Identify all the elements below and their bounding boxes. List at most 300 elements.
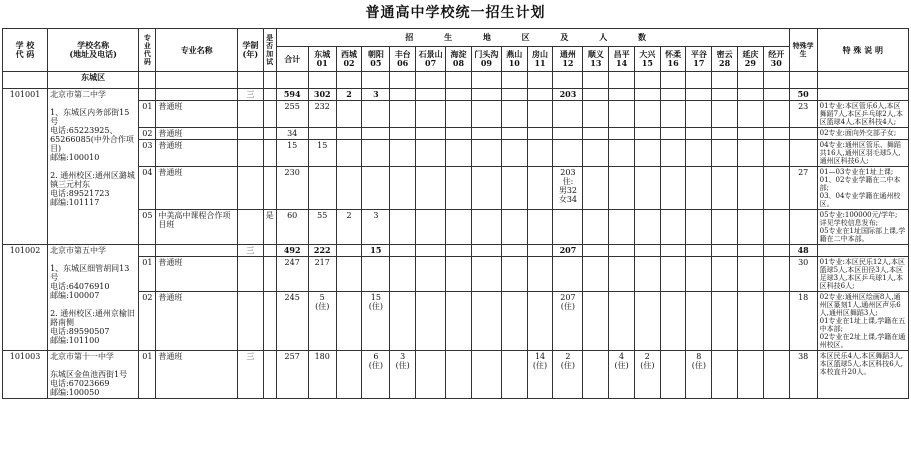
- major-d12: 2 (住): [553, 351, 583, 399]
- major-code: 01: [139, 257, 156, 292]
- major-d11: [527, 257, 553, 292]
- major-row: [3, 167, 909, 210]
- major-name: [156, 245, 238, 257]
- major-code: [139, 245, 156, 257]
- major-d05: 15 (住): [362, 292, 390, 351]
- major-d11: [527, 101, 553, 128]
- major-total: 257: [276, 351, 308, 399]
- major-d09: [471, 101, 501, 128]
- district-row-blank: [139, 72, 156, 89]
- major-d07: [416, 167, 446, 210]
- summary-d17: [686, 245, 712, 257]
- summary-d15: [634, 89, 660, 101]
- major-name: 普通班: [156, 257, 238, 292]
- major-extra-test: 是: [263, 210, 276, 245]
- major-d16: [660, 140, 686, 167]
- major-d06: [390, 257, 416, 292]
- major-code: 04: [139, 167, 156, 210]
- major-d15: [634, 210, 660, 245]
- major-d02: [336, 351, 362, 399]
- major-name: [156, 89, 238, 101]
- major-d07: [416, 210, 446, 245]
- major-d06: [390, 292, 416, 351]
- header-special-students: 特殊学生: [789, 29, 817, 72]
- major-d14: [609, 210, 635, 245]
- major-d12: [553, 140, 583, 167]
- district-row-blank: [156, 72, 238, 89]
- major-d29: [737, 257, 763, 292]
- major-d30: [763, 140, 789, 167]
- summary-notes: [817, 245, 908, 257]
- major-d10: [501, 101, 527, 128]
- summary-d09: [471, 245, 501, 257]
- major-d29: [737, 210, 763, 245]
- major-d28: [712, 292, 738, 351]
- header-district-09: 门头沟 09: [471, 47, 501, 72]
- major-notes: 本区民乐4人,本区舞蹈3人,本区篮球5人,本区科技6人,本校直升20人。: [817, 351, 908, 399]
- header-district-11: 房山 11: [527, 47, 553, 72]
- header-district-06: 丰台 06: [390, 47, 416, 72]
- major-notes: 01专业:本区管乐6人,本区舞蹈7人,本区乒乓球2人,本区篮球4人,本区科技4人;: [817, 101, 908, 128]
- major-d14: [609, 292, 635, 351]
- district-row-blank: [763, 72, 789, 89]
- major-d17: [686, 292, 712, 351]
- district-row-blank: [583, 72, 609, 89]
- school-name-address: 北京市第十一中学 东城区金鱼池西街1号 电话:67023669 邮编:100050: [48, 351, 139, 399]
- major-d28: [712, 128, 738, 140]
- major-name: 普通班: [156, 351, 238, 399]
- major-d08: [446, 167, 472, 210]
- major-d05: [362, 128, 390, 140]
- major-d05: [362, 257, 390, 292]
- major-d15: [634, 167, 660, 210]
- major-notes: 02专业:通州区绘画8人,通州区篆刻1人,通州区声乐6人,通州区舞蹈3人; 01专业在1址上课,学籍在五中本部; 02专业在2址上课,学籍在通州校区。: [817, 292, 908, 351]
- major-d14: [609, 128, 635, 140]
- extra-test: [263, 89, 276, 101]
- major-d07: [416, 351, 446, 399]
- major-d01: 15: [308, 140, 336, 167]
- major-special: 27: [789, 167, 817, 210]
- major-name: 普通班: [156, 292, 238, 351]
- major-d15: [634, 140, 660, 167]
- major-d29: [737, 101, 763, 128]
- major-d01: 5 (住): [308, 292, 336, 351]
- major-d29: [737, 140, 763, 167]
- summary-d05: 15: [362, 245, 390, 257]
- major-d30: [763, 128, 789, 140]
- school-name-address: 北京市第五中学 1、东城区细管胡同13号 电话:64076910 邮编:100007 2. 通州校区:通州京榆旧路南侧 电话:89590507 邮编:101100: [48, 245, 139, 351]
- header-district-16: 怀柔 16: [660, 47, 686, 72]
- major-d09: [471, 210, 501, 245]
- major-d08: [446, 140, 472, 167]
- major-d05: [362, 140, 390, 167]
- major-d07: [416, 128, 446, 140]
- major-d28: [712, 210, 738, 245]
- header-district-17: 平谷 17: [686, 47, 712, 72]
- school-code: 101003: [3, 351, 48, 399]
- major-extra-test: [263, 101, 276, 128]
- header-district-05: 朝阳 05: [362, 47, 390, 72]
- major-d01: [308, 167, 336, 210]
- major-code: 02: [139, 128, 156, 140]
- major-years: [237, 210, 263, 245]
- major-d14: [609, 257, 635, 292]
- major-d11: [527, 140, 553, 167]
- district-row-blank: [362, 72, 390, 89]
- summary-d07: [416, 89, 446, 101]
- summary-d08: [446, 89, 472, 101]
- major-d12: 203 住: 男32 女34: [553, 167, 583, 210]
- major-d13: [583, 128, 609, 140]
- major-d06: [390, 128, 416, 140]
- major-d16: [660, 292, 686, 351]
- major-total: 60: [276, 210, 308, 245]
- major-d28: [712, 140, 738, 167]
- major-years: [237, 292, 263, 351]
- major-d30: [763, 101, 789, 128]
- major-d02: [336, 101, 362, 128]
- major-d10: [501, 292, 527, 351]
- major-d09: [471, 167, 501, 210]
- major-d10: [501, 167, 527, 210]
- major-d14: 4 (住): [609, 351, 635, 399]
- major-name: 普通班: [156, 128, 238, 140]
- major-d10: [501, 351, 527, 399]
- summary-d02: [336, 245, 362, 257]
- major-name: 普通班: [156, 140, 238, 167]
- school-code: 101001: [3, 89, 48, 245]
- summary-d10: [501, 89, 527, 101]
- district-label: 东城区: [48, 72, 139, 89]
- summary-d16: [660, 245, 686, 257]
- major-total: 247: [276, 257, 308, 292]
- major-special: 23: [789, 101, 817, 128]
- school-code: 101002: [3, 245, 48, 351]
- major-d02: [336, 292, 362, 351]
- district-row-blank: [712, 72, 738, 89]
- major-d10: [501, 257, 527, 292]
- major-d11: [527, 167, 553, 210]
- district-row-blank: [446, 72, 472, 89]
- major-d08: [446, 257, 472, 292]
- major-d15: [634, 101, 660, 128]
- major-d16: [660, 128, 686, 140]
- major-d12: [553, 210, 583, 245]
- district-row-blank: [501, 72, 527, 89]
- district-row-blank: [471, 72, 501, 89]
- summary-d17: [686, 89, 712, 101]
- summary-d15: [634, 245, 660, 257]
- major-notes: 01专业:本区民乐12人,本区篮球5人,本区田径3人,本区足球3人,本区乒乓球1人,本区科技6人;: [817, 257, 908, 292]
- district-row-blank: [263, 72, 276, 89]
- header-group-title: 招 生 地 区 及 人 数: [276, 29, 789, 47]
- major-special: 38: [789, 351, 817, 399]
- header-district-30: 经开 30: [763, 47, 789, 72]
- major-extra-test: [263, 351, 276, 399]
- major-d30: [763, 210, 789, 245]
- major-notes: 01—03专业在1址上课; 01、02专业学籍在二中本部; 03、04专业学籍在通州校区。: [817, 167, 908, 210]
- major-d30: [763, 292, 789, 351]
- summary-d12: 207: [553, 245, 583, 257]
- summary-d29: [737, 245, 763, 257]
- summary-d02: 2: [336, 89, 362, 101]
- major-d16: [660, 101, 686, 128]
- major-d17: [686, 210, 712, 245]
- major-years: [237, 140, 263, 167]
- major-d09: [471, 351, 501, 399]
- major-d11: [527, 210, 553, 245]
- major-code: [139, 89, 156, 101]
- major-d13: [583, 140, 609, 167]
- major-d13: [583, 167, 609, 210]
- summary-d09: [471, 89, 501, 101]
- district-row-blank: [737, 72, 763, 89]
- major-notes: 02专业:面向外交部子女;: [817, 128, 908, 140]
- summary-d08: [446, 245, 472, 257]
- summary-total: 492: [276, 245, 308, 257]
- summary-d12: 203: [553, 89, 583, 101]
- major-d08: [446, 128, 472, 140]
- header-district-10: 燕山 10: [501, 47, 527, 72]
- major-d30: [763, 167, 789, 210]
- summary-total: 594: [276, 89, 308, 101]
- major-code: 03: [139, 140, 156, 167]
- major-d28: [712, 101, 738, 128]
- summary-d11: [527, 245, 553, 257]
- major-d06: [390, 140, 416, 167]
- summary-special: 48: [789, 245, 817, 257]
- major-code: 01: [139, 351, 156, 399]
- summary-special: 50: [789, 89, 817, 101]
- major-years: [237, 128, 263, 140]
- major-code: 02: [139, 292, 156, 351]
- major-d12: [553, 101, 583, 128]
- header-district-28: 密云 28: [712, 47, 738, 72]
- major-d08: [446, 351, 472, 399]
- major-years: [237, 257, 263, 292]
- major-d11: [527, 128, 553, 140]
- summary-d28: [712, 245, 738, 257]
- header-district-01: 东城 01: [308, 47, 336, 72]
- summary-d13: [583, 89, 609, 101]
- major-extra-test: [263, 140, 276, 167]
- district-row-blank: [817, 72, 908, 89]
- major-d11: [527, 292, 553, 351]
- district-row-blank: [3, 72, 48, 89]
- major-d17: [686, 140, 712, 167]
- header-school-name: 学校名称 (地址及电话): [48, 29, 139, 72]
- major-d15: [634, 128, 660, 140]
- header-years: 学制 (年): [237, 29, 263, 72]
- major-d08: [446, 292, 472, 351]
- major-d07: [416, 101, 446, 128]
- school-summary-row: [3, 89, 909, 101]
- district-row-blank: [527, 72, 553, 89]
- summary-d06: [390, 245, 416, 257]
- major-d06: [390, 101, 416, 128]
- header-district-02: 西城 02: [336, 47, 362, 72]
- major-d15: 2 (住): [634, 351, 660, 399]
- header-extra-test: 是否加试: [263, 29, 276, 72]
- district-row-blank: [789, 72, 817, 89]
- major-d15: [634, 257, 660, 292]
- major-d08: [446, 101, 472, 128]
- major-name: 普通班: [156, 167, 238, 210]
- major-d05: 6 (住): [362, 351, 390, 399]
- header-total: 合计: [276, 47, 308, 72]
- major-d12: 207 (住): [553, 292, 583, 351]
- district-row-blank: [276, 72, 308, 89]
- major-d13: [583, 101, 609, 128]
- major-total: 15: [276, 140, 308, 167]
- header-district-08: 海淀 08: [446, 47, 472, 72]
- enrollment-table: [2, 28, 909, 399]
- major-d07: [416, 140, 446, 167]
- header-district-07: 石景山 07: [416, 47, 446, 72]
- major-d29: [737, 128, 763, 140]
- extra-test: [263, 245, 276, 257]
- summary-d14: [609, 245, 635, 257]
- major-special: [789, 140, 817, 167]
- school-years: 三: [237, 245, 263, 257]
- major-d10: [501, 128, 527, 140]
- major-special: 30: [789, 257, 817, 292]
- header-school-code: 学 校 代 码: [3, 29, 48, 72]
- summary-d30: [763, 89, 789, 101]
- school-years: 三: [237, 89, 263, 101]
- header-major-name: 专业名称: [156, 29, 238, 72]
- major-d16: [660, 351, 686, 399]
- major-d05: [362, 167, 390, 210]
- major-extra-test: [263, 257, 276, 292]
- major-row: [3, 101, 909, 128]
- summary-d30: [763, 245, 789, 257]
- summary-d14: [609, 89, 635, 101]
- summary-d29: [737, 89, 763, 101]
- major-d11: 14 (住): [527, 351, 553, 399]
- major-d07: [416, 257, 446, 292]
- major-d02: 2: [336, 210, 362, 245]
- school-name-address: 北京市第二中学 1、东城区内务部街15号 电话:65223925、65266085(中外合作项目) 邮编:100010 2. 通州校区:通州区潞城镇三元村东 电话:89521723 邮编:101117: [48, 89, 139, 245]
- major-d02: [336, 257, 362, 292]
- page-title: 普通高中学校统一招生计划: [365, 5, 546, 21]
- major-special: [789, 128, 817, 140]
- major-d16: [660, 210, 686, 245]
- major-d28: [712, 351, 738, 399]
- major-name: 普通班: [156, 101, 238, 128]
- header-district-14: 昌平 14: [609, 47, 635, 72]
- major-d01: 55: [308, 210, 336, 245]
- major-d14: [609, 167, 635, 210]
- major-d10: [501, 210, 527, 245]
- major-d12: [553, 128, 583, 140]
- major-d17: [686, 167, 712, 210]
- major-d29: [737, 351, 763, 399]
- major-total: 245: [276, 292, 308, 351]
- major-d07: [416, 292, 446, 351]
- header-special-notes: 特 殊 说 明: [817, 29, 908, 72]
- major-notes: 05专业:100000元/学年; 详见学校信息发布; 05专业在1址国际部上课,学籍在二中本部。: [817, 210, 908, 245]
- major-d13: [583, 292, 609, 351]
- major-years: [237, 101, 263, 128]
- major-years: 三: [237, 351, 263, 399]
- major-d13: [583, 210, 609, 245]
- summary-d16: [660, 89, 686, 101]
- major-d30: [763, 351, 789, 399]
- major-d16: [660, 257, 686, 292]
- district-row-blank: [686, 72, 712, 89]
- major-d09: [471, 257, 501, 292]
- major-row: [3, 351, 909, 399]
- header-district-13: 顺义 13: [583, 47, 609, 72]
- district-row-blank: [609, 72, 635, 89]
- major-extra-test: [263, 128, 276, 140]
- district-row-blank: [390, 72, 416, 89]
- major-d02: [336, 167, 362, 210]
- major-d06: 3 (住): [390, 351, 416, 399]
- major-d30: [763, 257, 789, 292]
- major-d09: [471, 140, 501, 167]
- major-extra-test: [263, 292, 276, 351]
- major-d09: [471, 128, 501, 140]
- major-row: [3, 257, 909, 292]
- summary-d10: [501, 245, 527, 257]
- major-total: 34: [276, 128, 308, 140]
- summary-d05: 3: [362, 89, 390, 101]
- major-d17: [686, 101, 712, 128]
- major-row: [3, 210, 909, 245]
- major-total: 255: [276, 101, 308, 128]
- summary-d28: [712, 89, 738, 101]
- major-d02: [336, 140, 362, 167]
- district-row-blank: [308, 72, 336, 89]
- header-district-12: 通州 12: [553, 47, 583, 72]
- major-d08: [446, 210, 472, 245]
- major-d28: [712, 167, 738, 210]
- district-row-blank: [634, 72, 660, 89]
- major-d28: [712, 257, 738, 292]
- major-total: 230: [276, 167, 308, 210]
- major-special: 18: [789, 292, 817, 351]
- major-code: 05: [139, 210, 156, 245]
- summary-d01: 302: [308, 89, 336, 101]
- major-d05: 3: [362, 210, 390, 245]
- summary-notes: [817, 89, 908, 101]
- major-d15: [634, 292, 660, 351]
- district-row-blank: [660, 72, 686, 89]
- major-code: 01: [139, 101, 156, 128]
- major-d14: [609, 101, 635, 128]
- header-district-15: 大兴 15: [634, 47, 660, 72]
- major-d16: [660, 167, 686, 210]
- major-d01: 232: [308, 101, 336, 128]
- major-special: [789, 210, 817, 245]
- major-d12: [553, 257, 583, 292]
- major-d01: 217: [308, 257, 336, 292]
- district-row-blank: [553, 72, 583, 89]
- major-d09: [471, 292, 501, 351]
- district-row-blank: [416, 72, 446, 89]
- district-row-blank: [237, 72, 263, 89]
- major-row: [3, 128, 909, 140]
- summary-d06: [390, 89, 416, 101]
- district-row-blank: [336, 72, 362, 89]
- major-d01: 180: [308, 351, 336, 399]
- summary-d07: [416, 245, 446, 257]
- major-d13: [583, 257, 609, 292]
- major-d06: [390, 167, 416, 210]
- major-d14: [609, 140, 635, 167]
